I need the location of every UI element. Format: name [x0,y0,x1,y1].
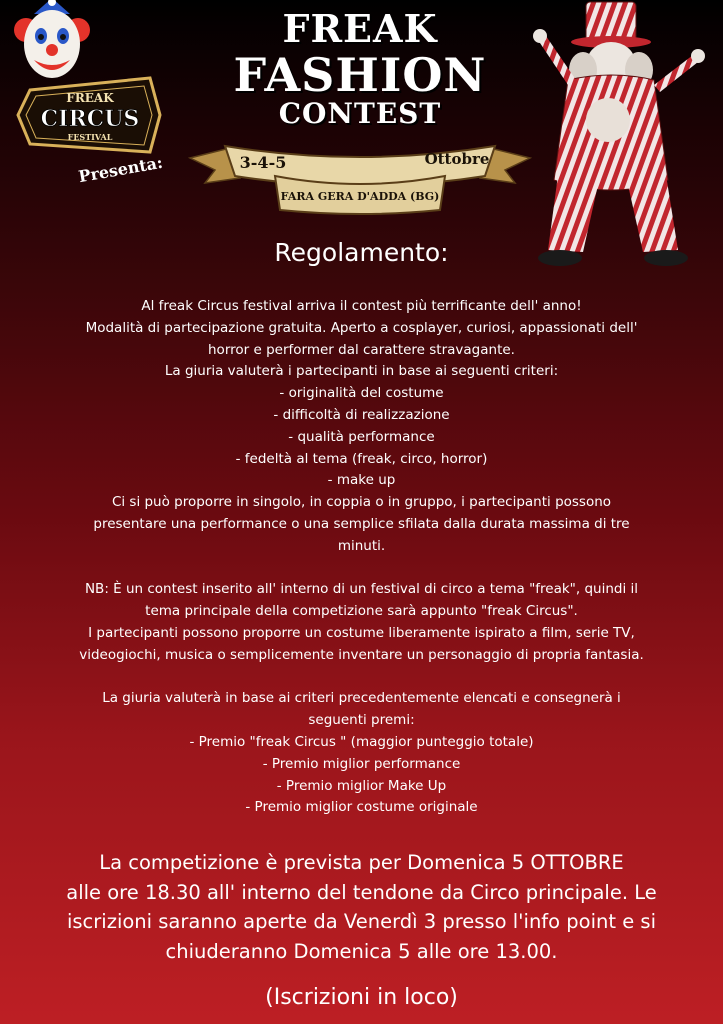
title-line-1: FREAK [282,6,438,51]
rules-heading: Regolamento: [274,238,449,267]
freak-circus-logo [10,70,170,160]
logo-top-word: FREAK [66,91,114,105]
rules-line: I partecipanti possono proporre un costume liberamente ispirato a film, serie TV, [88,624,635,641]
rules-line: - difficoltà di realizzazione [273,406,450,423]
title-line-3: CONTEST [278,97,442,130]
competition-info [40,848,683,966]
presenta-label: Presenta: [76,152,165,187]
rules-line: - originalità del costume [279,385,444,402]
clown-performer-figure [528,0,718,270]
rules-line: - Premio miglior performance [262,755,461,772]
rules-line: presentare una performance o una semplice sfilata dalla durata massima di tre [93,515,630,532]
title-line-2: FASHION [233,48,487,102]
competition-info-line: iscrizioni saranno aperte da Venerdì 3 presso l'info point e si [66,910,657,933]
paragraph-gap [55,558,668,580]
competition-info-line: alle ore 18.30 all' interno del tendone da Circo principale. Le [66,880,657,904]
rules-line: horror e performer dal carattere stravagante. [208,341,515,358]
rules-line: - fedeltà al tema (freak, circo, horror) [235,450,488,467]
rules-line: - Premio "freak Circus " (maggior punteggio totale) [189,733,534,750]
rules-line: tema principale della competizione sarà appunto "freak Circus". [145,603,578,620]
date-ribbon-banner [185,138,535,218]
event-title [180,6,540,130]
competition-info-line: La competizione è prevista per Domenica 5 OTTOBRE [99,851,624,874]
rules-line: La giuria valuterà i partecipanti in base ai seguenti criteri: [164,363,559,380]
rules-line: seguenti premi: [308,712,415,729]
rules-line: Al freak Circus festival arriva il contest più terrificante dell' anno! [141,298,582,314]
ribbon-dates: 3-4-5 [239,153,287,172]
registration-note: (Iscrizioni in loco) [265,985,458,1010]
rules-line: Ci si può proporre in singolo, in coppia o in gruppo, i partecipanti possono [111,494,612,511]
competition-info-line: chiuderanno Domenica 5 alle ore 13.00. [165,939,558,963]
rules-body [55,296,668,819]
rules-line: - make up [327,472,396,489]
rules-line: NB: È un contest inserito all' interno di un festival di circo a tema "freak", quindi il [84,581,639,598]
paragraph-gap [55,667,668,689]
rules-line: Modalità di partecipazione gratuita. Aperto a cosplayer, curiosi, appassionati dell' [85,319,638,336]
ribbon-month: Ottobre [424,150,490,168]
rules-line: La giuria valuterà in base ai criteri precedentemente elencati e consegnerà i [102,690,621,707]
rules-line: - Premio miglior Make Up [276,777,447,794]
rules-line: minuti. [337,537,386,554]
ribbon-location: FARA GERA D'ADDA (BG) [280,190,440,203]
rules-line: videogiochi, musica o semplicemente inventare un personaggio di propria fantasia. [79,646,644,663]
logo-main-word: CIRCUS [40,106,140,132]
rules-line: - Premio miglior costume originale [245,799,478,816]
logo-bottom-word: FESTIVAL [67,132,113,142]
rules-line: - qualità performance [288,428,435,445]
